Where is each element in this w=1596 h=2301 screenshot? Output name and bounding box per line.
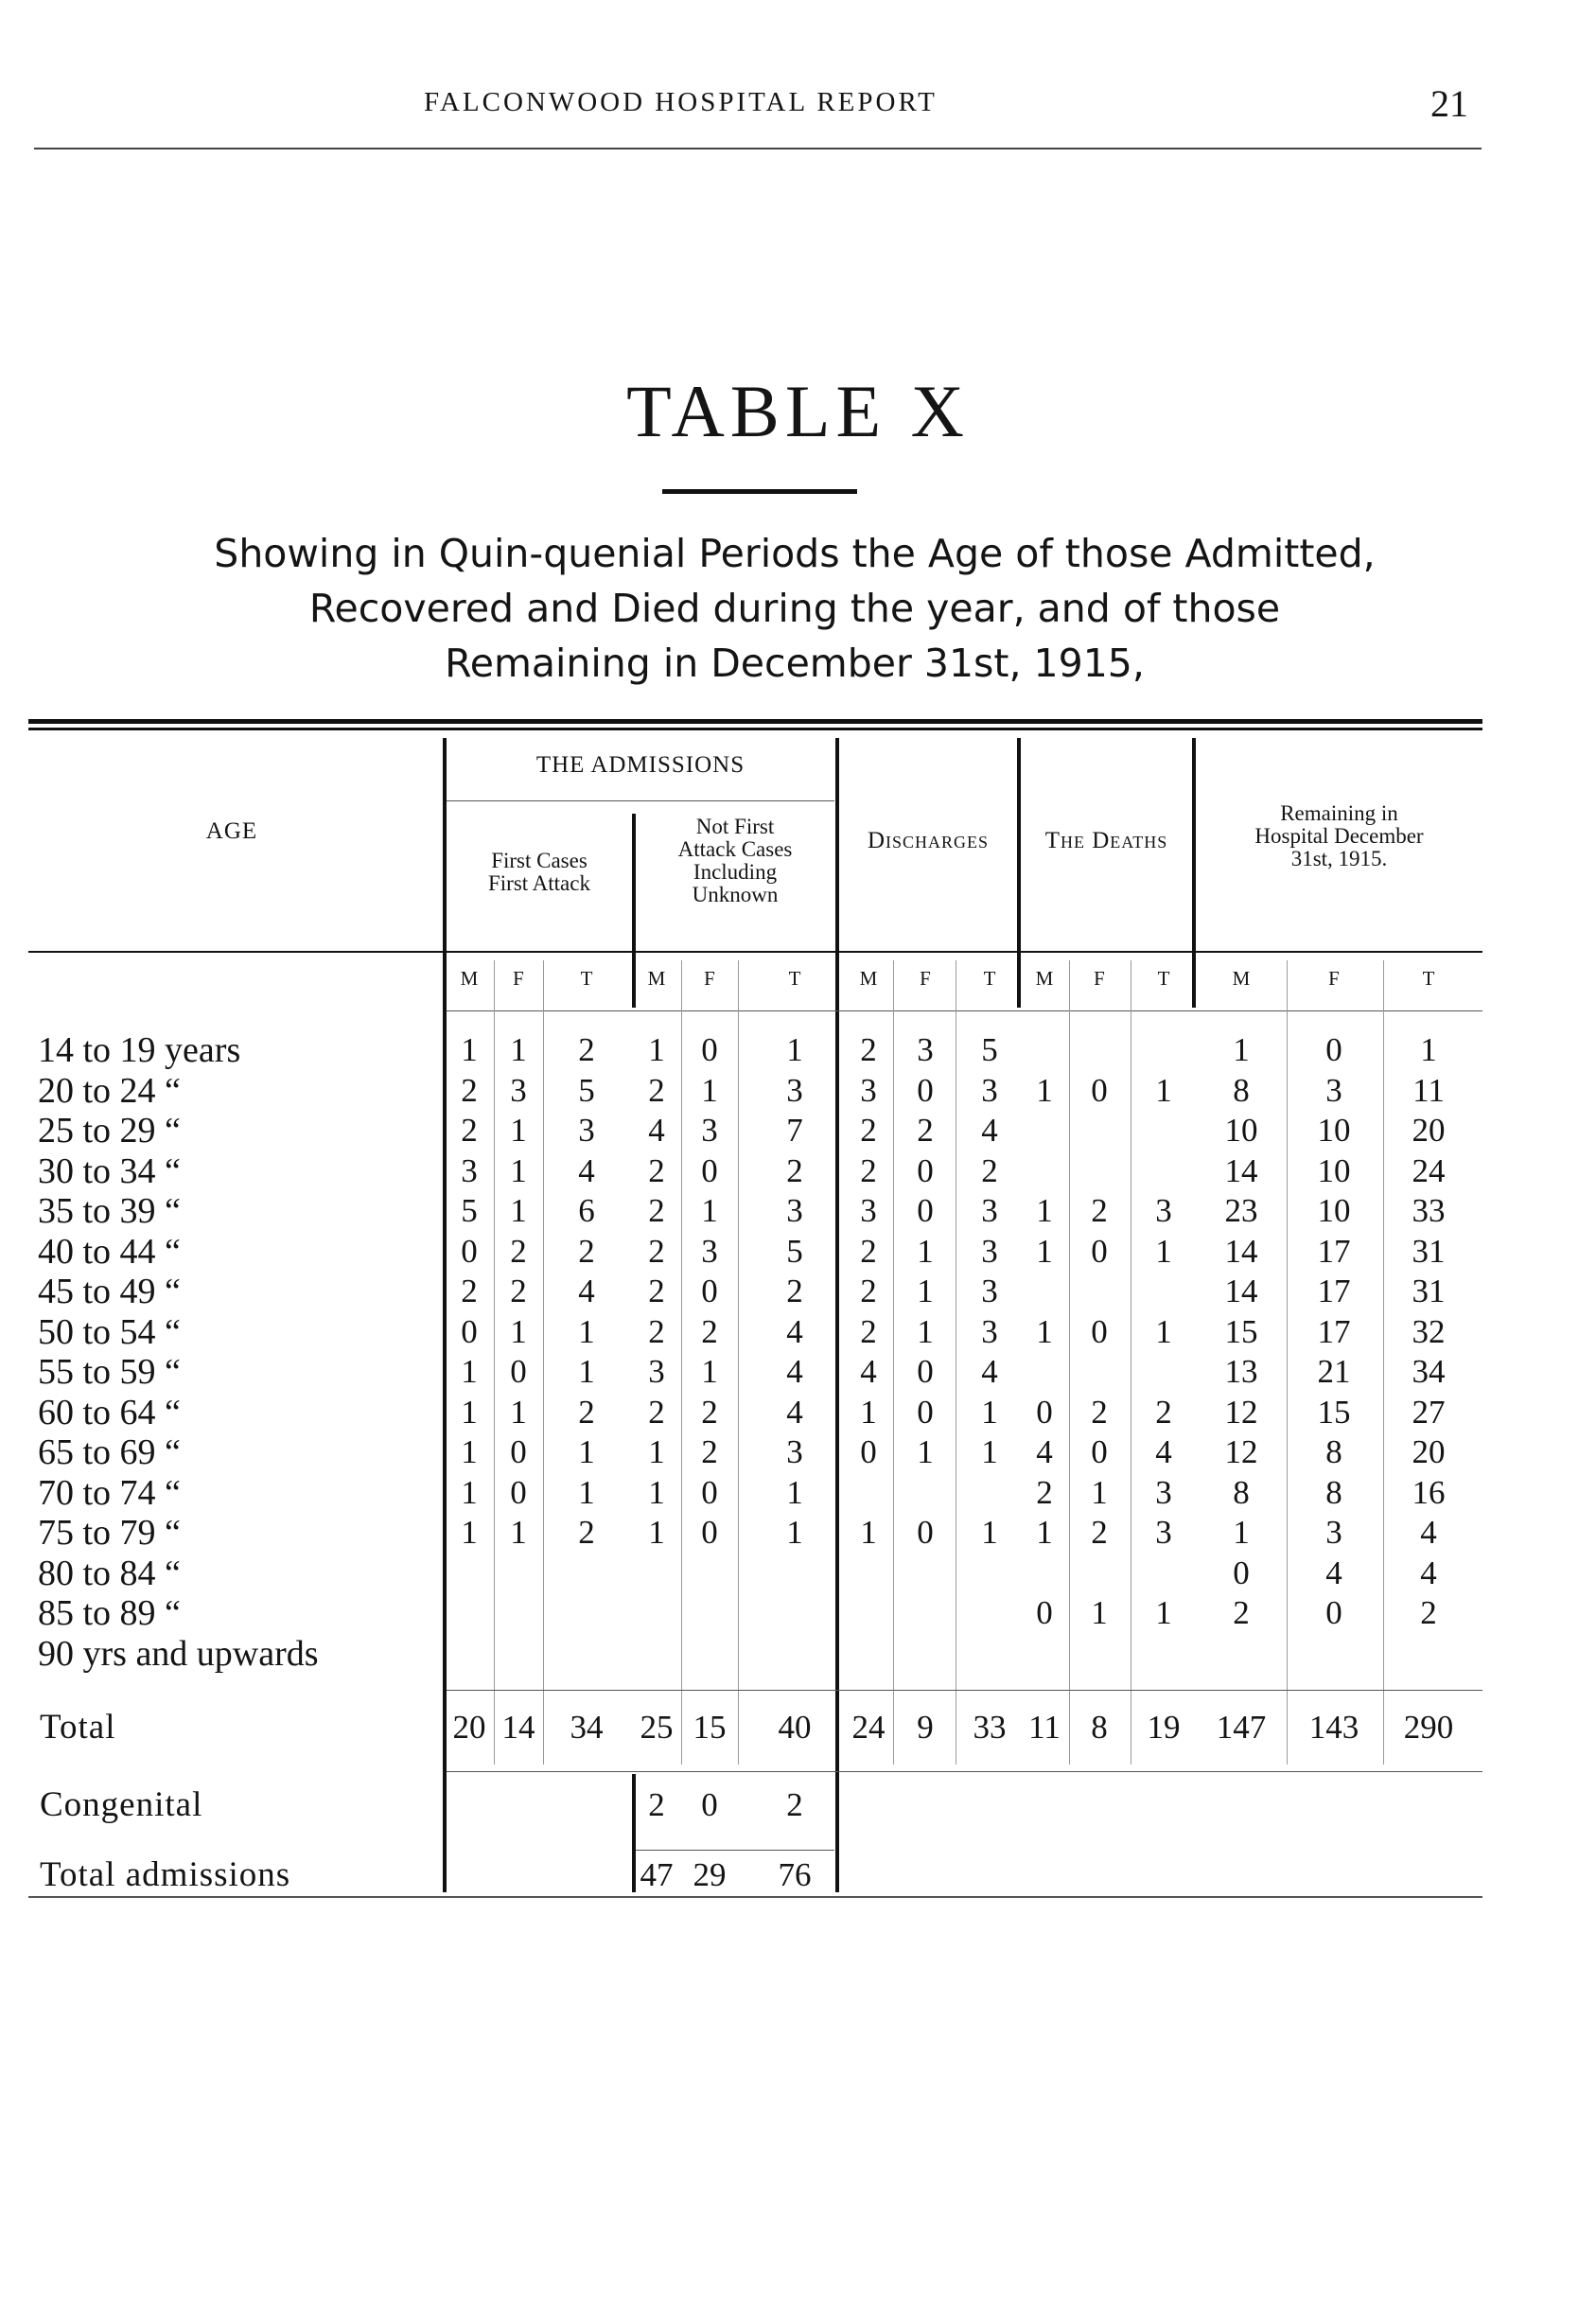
age-group-label: 85 to 89 “ bbox=[38, 1593, 181, 1633]
table-cell: 2 bbox=[701, 1433, 718, 1470]
footer-cell: 147 bbox=[1216, 1709, 1267, 1746]
header-line: Not First bbox=[695, 815, 775, 838]
table-cell: 0 bbox=[461, 1312, 478, 1350]
age-group-label: 20 to 24 “ bbox=[38, 1070, 181, 1111]
admissions-header: THE ADMISSIONS bbox=[535, 752, 745, 778]
table-cell: 3 bbox=[701, 1112, 718, 1149]
table-cell: 17 bbox=[1317, 1273, 1351, 1309]
table-cell: 15 bbox=[1317, 1393, 1351, 1431]
table-cell: 3 bbox=[860, 1192, 877, 1229]
table-cell: 31 bbox=[1412, 1232, 1446, 1270]
table-cell: 0 bbox=[1325, 1031, 1342, 1068]
table-cell: 2 bbox=[648, 1273, 665, 1309]
table-cell: 2 bbox=[860, 1312, 877, 1350]
table-cell: 2 bbox=[917, 1112, 934, 1149]
sub-header-m: M bbox=[647, 967, 666, 990]
table-cell: 14 bbox=[1224, 1273, 1258, 1309]
running-head-title: FALCONWOOD HOSPITAL REPORT bbox=[424, 87, 938, 117]
table-cell: 13 bbox=[1224, 1353, 1258, 1390]
table-cell: 0 bbox=[510, 1353, 527, 1390]
table-cell: 0 bbox=[461, 1232, 478, 1270]
table-cell: 2 bbox=[648, 1192, 665, 1229]
table-cell: 0 bbox=[917, 1192, 934, 1229]
table-cell: 2 bbox=[648, 1151, 665, 1189]
remaining-header bbox=[1196, 802, 1482, 870]
table-cell: 2 bbox=[701, 1393, 718, 1431]
table-cell: 5 bbox=[461, 1192, 478, 1229]
table-cell: 2 bbox=[701, 1312, 718, 1350]
table-cell: 2 bbox=[786, 1273, 803, 1309]
table-cell: 0 bbox=[701, 1031, 718, 1068]
table-cell: 3 bbox=[981, 1232, 998, 1270]
table-cell: 12 bbox=[1224, 1433, 1258, 1470]
table-cell: 2 bbox=[860, 1151, 877, 1189]
footer-cell: 24 bbox=[851, 1709, 886, 1746]
table-cell: 0 bbox=[1036, 1393, 1053, 1431]
footer-cell: 33 bbox=[973, 1709, 1007, 1746]
table-cell: 1 bbox=[1036, 1514, 1053, 1551]
sub-header-t: T bbox=[788, 967, 801, 990]
table-cell: 1 bbox=[981, 1433, 998, 1470]
table-cell: 3 bbox=[1155, 1514, 1172, 1551]
table-cell: 1 bbox=[1233, 1031, 1250, 1068]
table-cell: 2 bbox=[1091, 1514, 1108, 1551]
table-cell: 3 bbox=[981, 1071, 998, 1109]
age-header: AGE bbox=[205, 818, 258, 844]
table-cell: 0 bbox=[1091, 1071, 1108, 1109]
footer-cell: 34 bbox=[570, 1709, 604, 1746]
table-cell: 0 bbox=[917, 1151, 934, 1189]
table-cell: 1 bbox=[578, 1433, 595, 1470]
col-sep bbox=[1287, 960, 1288, 1765]
table-cell: 1 bbox=[461, 1433, 478, 1470]
sub-header-f: F bbox=[1094, 967, 1105, 990]
table-cell: 15 bbox=[1224, 1312, 1258, 1350]
table-cell: 1 bbox=[648, 1031, 665, 1068]
sub-header-m: M bbox=[859, 967, 878, 990]
footer-cell: 0 bbox=[701, 1786, 718, 1823]
age-group-label: 50 to 54 “ bbox=[38, 1311, 181, 1352]
total-admissions-label: Total admissions bbox=[40, 1855, 291, 1894]
sub-header-m: M bbox=[1232, 967, 1251, 990]
running-head-rule bbox=[34, 148, 1482, 149]
header-line: Attack Cases bbox=[677, 837, 793, 862]
table-cell: 1 bbox=[510, 1112, 527, 1149]
table-cell: 2 bbox=[860, 1112, 877, 1149]
table-cell: 3 bbox=[648, 1353, 665, 1390]
footer-cell: 8 bbox=[1091, 1709, 1108, 1746]
table-cell: 1 bbox=[1091, 1594, 1108, 1631]
table-cell: 3 bbox=[1155, 1473, 1172, 1511]
footer-cell: 11 bbox=[1028, 1709, 1061, 1746]
sub-header-f: F bbox=[1328, 967, 1340, 990]
table-cell: 4 bbox=[1155, 1433, 1172, 1470]
table-cell: 0 bbox=[510, 1433, 527, 1470]
header-line: First Cases bbox=[491, 849, 588, 872]
table-cell: 1 bbox=[1155, 1071, 1172, 1109]
table-cell: 1 bbox=[510, 1192, 527, 1229]
sub-divider bbox=[1192, 960, 1196, 1008]
table-cell: 1 bbox=[461, 1031, 478, 1068]
table-cell: 0 bbox=[917, 1071, 934, 1109]
table-cell: 2 bbox=[578, 1514, 595, 1551]
table-cell: 6 bbox=[578, 1192, 595, 1229]
age-group-label: 30 to 34 “ bbox=[38, 1150, 181, 1191]
table-cell: 2 bbox=[860, 1273, 877, 1309]
table-cell: 3 bbox=[461, 1151, 478, 1189]
age-group-label: 45 to 49 “ bbox=[38, 1272, 181, 1311]
table-cell: 0 bbox=[1325, 1594, 1342, 1631]
table-cell: 8 bbox=[1233, 1473, 1250, 1511]
total-label: Total bbox=[40, 1708, 116, 1747]
table-cell: 2 bbox=[1091, 1192, 1108, 1229]
table-cell: 1 bbox=[1091, 1473, 1108, 1511]
table-cell: 5 bbox=[786, 1232, 803, 1270]
table-top-rule bbox=[28, 719, 1482, 724]
age-group-label: 25 to 29 “ bbox=[38, 1111, 181, 1150]
table-cell: 0 bbox=[701, 1514, 718, 1551]
table-cell: 1 bbox=[1420, 1031, 1437, 1068]
header-line: 31st, 1915. bbox=[1290, 847, 1388, 871]
caption-line: Remaining in December 31st, 1915, bbox=[445, 641, 1145, 686]
col-sep bbox=[1383, 960, 1384, 1765]
footer-cell: 2 bbox=[648, 1786, 665, 1823]
table-cell: 1 bbox=[510, 1031, 527, 1068]
table-cell: 1 bbox=[510, 1514, 527, 1551]
table-cell: 3 bbox=[1325, 1514, 1342, 1551]
table-cell: 3 bbox=[860, 1071, 877, 1109]
table-cell: 3 bbox=[917, 1031, 934, 1068]
footer-cell: 76 bbox=[778, 1856, 812, 1893]
table-cell: 14 bbox=[1224, 1151, 1258, 1189]
table-cell: 1 bbox=[981, 1393, 998, 1431]
table-cell: 32 bbox=[1412, 1312, 1446, 1350]
table-cell: 2 bbox=[461, 1071, 478, 1109]
footer-cell: 40 bbox=[778, 1709, 812, 1746]
footer-cell: 19 bbox=[1147, 1709, 1181, 1746]
table-cell: 4 bbox=[981, 1112, 998, 1149]
table-cell: 31 bbox=[1412, 1273, 1446, 1309]
table-top-rule-2 bbox=[28, 728, 1482, 730]
table-cell: 2 bbox=[1155, 1393, 1172, 1431]
table-cell: 4 bbox=[860, 1353, 877, 1390]
table-cell: 1 bbox=[917, 1312, 934, 1350]
table-cell: 4 bbox=[1036, 1433, 1053, 1470]
header-bottom-rule bbox=[28, 951, 1482, 953]
footer-cell: 47 bbox=[640, 1856, 674, 1893]
table-cell: 8 bbox=[1233, 1071, 1250, 1109]
table-cell: 0 bbox=[510, 1473, 527, 1511]
table-cell: 10 bbox=[1317, 1151, 1351, 1189]
table-cell: 3 bbox=[578, 1112, 595, 1149]
table-cell: 1 bbox=[786, 1031, 803, 1068]
table-cell: 1 bbox=[510, 1151, 527, 1189]
table-cell: 27 bbox=[1412, 1393, 1446, 1431]
table-cell: 1 bbox=[701, 1192, 718, 1229]
table-cell: 0 bbox=[1091, 1433, 1108, 1470]
table-cell: 0 bbox=[701, 1273, 718, 1309]
table-cell: 1 bbox=[917, 1273, 934, 1309]
table-cell: 21 bbox=[1317, 1353, 1351, 1390]
table-cell: 1 bbox=[461, 1473, 478, 1511]
age-group-label: 65 to 69 “ bbox=[38, 1432, 181, 1472]
sub-header-t: T bbox=[1157, 967, 1170, 990]
discharges-header: Discharges bbox=[867, 828, 990, 853]
table-cell: 3 bbox=[510, 1071, 527, 1109]
table-cell: 2 bbox=[578, 1232, 595, 1270]
table-cell: 10 bbox=[1317, 1192, 1351, 1229]
subheader-rule bbox=[447, 1010, 1482, 1011]
header-line: Remaining in bbox=[1280, 801, 1398, 825]
table-cell: 1 bbox=[648, 1514, 665, 1551]
age-group-label: 75 to 79 “ bbox=[38, 1513, 181, 1553]
table-cell: 1 bbox=[510, 1393, 527, 1431]
table-cell: 23 bbox=[1224, 1192, 1258, 1229]
sub-header-m: M bbox=[460, 967, 479, 990]
sub-header-f: F bbox=[920, 967, 931, 990]
table-cell: 17 bbox=[1317, 1232, 1351, 1270]
table-cell: 3 bbox=[786, 1071, 803, 1109]
age-group-label: 55 to 59 “ bbox=[38, 1352, 181, 1392]
sub-header-t: T bbox=[983, 967, 996, 990]
table-cell: 0 bbox=[1036, 1594, 1053, 1631]
table-cell: 0 bbox=[701, 1473, 718, 1511]
table-cell: 2 bbox=[648, 1232, 665, 1270]
table-cell: 4 bbox=[981, 1353, 998, 1390]
page-number: 21 bbox=[1430, 82, 1468, 125]
age-group-label: 80 to 84 “ bbox=[38, 1553, 181, 1593]
table-cell: 10 bbox=[1224, 1112, 1258, 1149]
table-cell: 2 bbox=[1420, 1594, 1437, 1631]
table-cell: 3 bbox=[981, 1192, 998, 1229]
sub-divider bbox=[1017, 960, 1021, 1008]
table-cell: 2 bbox=[648, 1071, 665, 1109]
age-group-label: 90 yrs and upwards bbox=[38, 1633, 319, 1674]
footer-cell: 15 bbox=[693, 1709, 727, 1746]
table-cell: 2 bbox=[1233, 1594, 1250, 1631]
table-cell: 24 bbox=[1412, 1151, 1446, 1189]
table-cell: 16 bbox=[1412, 1473, 1446, 1511]
table-cell: 0 bbox=[917, 1393, 934, 1431]
table-cell: 0 bbox=[1233, 1554, 1250, 1591]
age-group-label: 35 to 39 “ bbox=[38, 1191, 181, 1231]
col-sep bbox=[738, 960, 739, 1765]
table-cell: 0 bbox=[917, 1514, 934, 1551]
table-cell: 17 bbox=[1317, 1312, 1351, 1350]
table-cell: 5 bbox=[578, 1071, 595, 1109]
table-cell: 1 bbox=[1036, 1192, 1053, 1229]
first-cases-header bbox=[447, 850, 632, 895]
table-cell: 3 bbox=[981, 1273, 998, 1309]
table-cell: 1 bbox=[917, 1433, 934, 1470]
table-cell: 1 bbox=[1036, 1232, 1053, 1270]
table-cell: 3 bbox=[701, 1232, 718, 1270]
footer-cell: 2 bbox=[786, 1786, 803, 1823]
table-cell: 4 bbox=[786, 1353, 803, 1390]
table-cell: 8 bbox=[1325, 1433, 1342, 1470]
table-cell: 14 bbox=[1224, 1232, 1258, 1270]
table-cell: 0 bbox=[860, 1433, 877, 1470]
table-cell: 2 bbox=[786, 1151, 803, 1189]
table-cell: 1 bbox=[461, 1393, 478, 1431]
total-bottom-rule bbox=[447, 1771, 1482, 1772]
sub-header-f: F bbox=[704, 967, 715, 990]
table-cell: 0 bbox=[917, 1353, 934, 1390]
table-cell: 2 bbox=[860, 1031, 877, 1068]
table-cell: 1 bbox=[1036, 1071, 1053, 1109]
footer-cell: 143 bbox=[1308, 1709, 1359, 1746]
table-cell: 2 bbox=[648, 1312, 665, 1350]
table-cell: 1 bbox=[1155, 1594, 1172, 1631]
table-cell: 2 bbox=[578, 1393, 595, 1431]
table-cell: 4 bbox=[1325, 1554, 1342, 1591]
table-cell: 3 bbox=[786, 1433, 803, 1470]
table-cell: 4 bbox=[786, 1312, 803, 1350]
table-cell: 1 bbox=[981, 1514, 998, 1551]
header-line: Hospital December bbox=[1254, 824, 1424, 849]
table-cell: 1 bbox=[1155, 1232, 1172, 1270]
age-group-label: 14 to 19 years bbox=[38, 1030, 241, 1070]
table-cell: 1 bbox=[701, 1071, 718, 1109]
table-cell: 1 bbox=[701, 1353, 718, 1390]
table-cell: 12 bbox=[1224, 1393, 1258, 1431]
table-cell: 1 bbox=[578, 1312, 595, 1350]
table-cell: 2 bbox=[648, 1393, 665, 1431]
header-line: First Attack bbox=[488, 871, 590, 896]
footer-cell: 14 bbox=[501, 1709, 535, 1746]
footer-cell: 290 bbox=[1403, 1709, 1454, 1746]
age-group-label: 40 to 44 “ bbox=[38, 1231, 181, 1272]
deaths-left-divider bbox=[1017, 738, 1021, 984]
table-cell: 2 bbox=[981, 1151, 998, 1189]
running-head bbox=[0, 82, 1596, 125]
table-bottom-rule bbox=[28, 1896, 1482, 1898]
table-cell: 1 bbox=[917, 1232, 934, 1270]
table-cell: 1 bbox=[1233, 1514, 1250, 1551]
footer-cell: 25 bbox=[640, 1709, 674, 1746]
table-cell: 0 bbox=[1091, 1232, 1108, 1270]
table-cell: 1 bbox=[1155, 1312, 1172, 1350]
age-group-label: 70 to 74 “ bbox=[38, 1472, 181, 1513]
table-cell: 1 bbox=[1036, 1312, 1053, 1350]
deaths-header: The Deaths bbox=[1044, 828, 1168, 853]
header-line: Unknown bbox=[692, 883, 779, 907]
age-group-label: 60 to 64 “ bbox=[38, 1392, 181, 1432]
table-cell: 1 bbox=[786, 1514, 803, 1551]
total-top-rule bbox=[447, 1690, 1482, 1691]
table-cell: 2 bbox=[461, 1112, 478, 1149]
table-cell: 4 bbox=[648, 1112, 665, 1149]
table-cell: 3 bbox=[981, 1312, 998, 1350]
table-cell: 3 bbox=[1325, 1071, 1342, 1109]
table-cell: 2 bbox=[510, 1232, 527, 1270]
table-cell: 4 bbox=[578, 1273, 595, 1309]
table-cell: 1 bbox=[860, 1393, 877, 1431]
caption-line: Recovered and Died during the year, and of those bbox=[308, 586, 1281, 631]
title-rule bbox=[662, 489, 857, 494]
table-cell: 0 bbox=[1091, 1312, 1108, 1350]
table-cell: 3 bbox=[1155, 1192, 1172, 1229]
table-cell: 1 bbox=[648, 1433, 665, 1470]
table-cell: 1 bbox=[578, 1353, 595, 1390]
table-cell: 4 bbox=[1420, 1514, 1437, 1551]
table-cell: 2 bbox=[1036, 1473, 1053, 1511]
sub-header-t: T bbox=[580, 967, 593, 990]
table-title: TABLE X bbox=[626, 370, 970, 452]
table-cell: 7 bbox=[786, 1112, 803, 1149]
footer-cell: 9 bbox=[917, 1709, 934, 1746]
table-cell: 1 bbox=[510, 1312, 527, 1350]
table-cell: 8 bbox=[1325, 1473, 1342, 1511]
table-cell: 1 bbox=[461, 1514, 478, 1551]
table-caption bbox=[38, 526, 1552, 691]
table-cell: 1 bbox=[578, 1473, 595, 1511]
sub-header-t: T bbox=[1422, 967, 1435, 990]
table-cell: 34 bbox=[1412, 1353, 1446, 1390]
table-cell: 3 bbox=[786, 1192, 803, 1229]
not-first-header bbox=[636, 816, 834, 907]
table-cell: 4 bbox=[786, 1393, 803, 1431]
sub-header-m: M bbox=[1035, 967, 1054, 990]
table-cell: 2 bbox=[578, 1031, 595, 1068]
table-cell: 2 bbox=[461, 1273, 478, 1309]
sub-header-f: F bbox=[513, 967, 524, 990]
table-cell: 0 bbox=[701, 1151, 718, 1189]
table-cell: 20 bbox=[1412, 1433, 1446, 1470]
table-cell: 33 bbox=[1412, 1192, 1446, 1229]
congenital-label: Congenital bbox=[40, 1785, 203, 1824]
table-cell: 10 bbox=[1317, 1112, 1351, 1149]
table-cell: 1 bbox=[860, 1514, 877, 1551]
table-cell: 2 bbox=[510, 1273, 527, 1309]
table-cell: 2 bbox=[860, 1232, 877, 1270]
footer-cell: 20 bbox=[452, 1709, 486, 1746]
table-cell: 2 bbox=[1091, 1393, 1108, 1431]
table-cell: 20 bbox=[1412, 1112, 1446, 1149]
discharges-left-divider bbox=[835, 738, 839, 1892]
table-cell: 5 bbox=[981, 1031, 998, 1068]
caption-line: Showing in Quin-quenial Periods the Age of those Admitted, bbox=[214, 531, 1376, 576]
congenital-rule bbox=[636, 1850, 834, 1851]
table-cell: 1 bbox=[648, 1473, 665, 1511]
admissions-rule bbox=[447, 800, 834, 801]
footer-cell: 29 bbox=[693, 1856, 727, 1893]
table-cell: 1 bbox=[786, 1473, 803, 1511]
table-cell: 11 bbox=[1412, 1071, 1445, 1109]
header-line: Including bbox=[693, 860, 778, 885]
sub-divider bbox=[632, 960, 636, 1008]
table-cell: 1 bbox=[461, 1353, 478, 1390]
table-cell: 4 bbox=[578, 1151, 595, 1189]
table-cell: 4 bbox=[1420, 1554, 1437, 1591]
